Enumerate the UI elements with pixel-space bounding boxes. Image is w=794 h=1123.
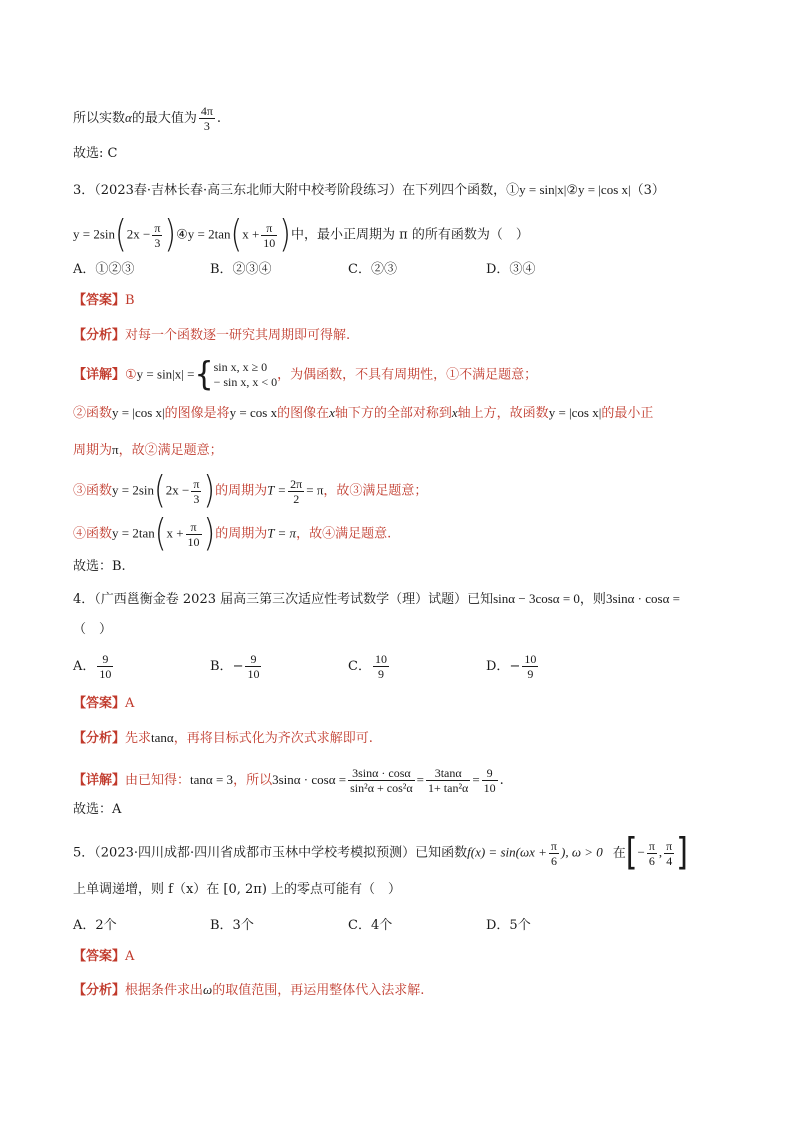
bracket: [ <box>625 830 638 875</box>
q5-option-d: D．5个 <box>486 918 531 933</box>
option-label: D． <box>486 659 510 674</box>
fraction <box>482 766 498 795</box>
denominator: 4 <box>666 853 673 868</box>
text: 所以实数 <box>73 111 126 126</box>
q5-answer <box>73 947 134 967</box>
denominator: 3 <box>203 119 210 133</box>
equals-sign: = <box>416 772 425 787</box>
q5-option-c: C．4个 <box>348 918 393 933</box>
q3-detail-2 <box>73 403 653 424</box>
text: 先求 <box>125 731 152 746</box>
q4-detail <box>73 766 504 795</box>
option-sign: − <box>232 659 244 674</box>
q3-detail-1 <box>73 355 538 394</box>
denominator: 3 <box>193 491 200 506</box>
formula: y = sin|x| = <box>136 366 195 382</box>
option-label: A． <box>73 659 96 674</box>
formula: x <box>329 405 335 420</box>
equals-sign: = <box>472 772 480 787</box>
numerator: 9 <box>97 652 113 667</box>
formula: f(x) = sin(ωx + <box>467 844 547 860</box>
text: 的最小正 <box>601 406 654 421</box>
text: ，故③满足题意； <box>323 483 428 499</box>
text: 根据条件求出 <box>125 983 204 998</box>
answer-value: A <box>125 696 135 711</box>
answer-value: B <box>125 293 135 308</box>
formula: y = |cos x| <box>578 182 631 197</box>
numerator: π <box>550 838 557 853</box>
text: 中，最小正周期为 π 的所有函数为（ ） <box>291 227 529 243</box>
q4-option-a <box>73 652 115 681</box>
denominator: 9 <box>527 667 534 681</box>
q4-analysis <box>73 728 373 749</box>
alpha-symbol: α <box>125 110 132 125</box>
fraction <box>97 652 113 681</box>
text: ② <box>566 183 578 198</box>
comma: , <box>658 844 663 860</box>
paren: ( <box>154 511 167 556</box>
text: 故选：B. <box>73 559 126 574</box>
text: ，故②满足题意； <box>118 443 223 458</box>
detail-tag: 【详解】 <box>73 367 126 383</box>
q3-option-c: C．②③ <box>348 262 397 277</box>
analysis-tag: 【分析】 <box>73 731 126 746</box>
denominator: 10 <box>187 534 200 549</box>
option-label: C． <box>348 659 371 674</box>
numerator: 3sinα · cosα <box>348 766 415 781</box>
formula: 3sinα · cosα = <box>272 772 347 787</box>
q4-stem-line1 <box>73 589 680 610</box>
paren: ( <box>154 468 166 513</box>
fraction <box>245 652 261 681</box>
text: 的周期为 <box>215 483 268 499</box>
text: ，再将目标式化为齐次式求解即可. <box>173 731 373 746</box>
q3-answer <box>73 291 135 311</box>
denominator: 2 <box>293 491 300 506</box>
fraction <box>348 766 415 795</box>
q4-stem-line2 <box>73 620 112 640</box>
analysis-tag: 【分析】 <box>73 983 126 998</box>
formula: y = |cos x| <box>548 405 602 420</box>
paren: ) <box>203 468 216 513</box>
text: 3．（2023春·吉林长春·高三东北师大附中校考阶段练习）在下列四个函数，① <box>73 183 520 198</box>
text: ① <box>125 367 137 383</box>
text: 轴上方，故函数 <box>457 406 549 421</box>
formula: tanα <box>151 730 174 745</box>
answer-value: A <box>125 949 135 964</box>
q3-option-a: A．①②③ <box>73 262 135 277</box>
text: 4．（广西邕衡金卷 2023 届高三第三次适应性考试数学（理）试题）已知 <box>73 592 494 607</box>
numerator: π <box>648 838 655 853</box>
formula: sinα − 3cosα = 0 <box>493 591 580 606</box>
formula: π <box>112 442 119 457</box>
answer-tag: 【答案】 <box>73 696 126 711</box>
case-2: − sin x, x < 0 <box>213 375 278 389</box>
fraction <box>261 221 277 250</box>
formula: = π <box>306 482 324 498</box>
text: 的周期为 <box>215 526 268 542</box>
formula: x + <box>166 525 184 541</box>
denominator: 10 <box>263 235 276 250</box>
q5-analysis <box>73 980 424 1001</box>
paren: ) <box>203 511 216 556</box>
answer-tag: 【答案】 <box>73 293 126 308</box>
cases <box>214 360 278 390</box>
q3-detail-2b <box>73 440 223 461</box>
text: ③函数 <box>73 483 113 499</box>
fraction <box>191 477 201 506</box>
text: （ ） <box>73 622 113 637</box>
numerator: 9 <box>245 652 261 667</box>
formula: 2x − <box>126 226 151 242</box>
text: ④函数 <box>73 526 113 542</box>
q5-stem-line2 <box>73 880 401 900</box>
q5-option-b: B．3个 <box>210 918 254 933</box>
answer-tag: 【答案】 <box>73 949 126 964</box>
q3-pick <box>73 557 126 577</box>
q5-stem-line1 <box>73 830 688 875</box>
text: ②函数 <box>73 406 113 421</box>
fraction <box>373 652 389 681</box>
numerator: 4π <box>200 104 213 118</box>
formula: y = |cos x| <box>112 405 165 420</box>
text: ，所以 <box>233 773 273 788</box>
text: ④ <box>176 227 188 243</box>
numerator: π <box>154 220 161 235</box>
text: 的取值范围，再运用整体代入法求解. <box>212 983 425 998</box>
numerator: π <box>261 221 277 236</box>
option-sign: − <box>509 659 521 674</box>
q3-analysis <box>73 326 350 346</box>
formula: y = 2sin <box>112 482 155 498</box>
text: ，为偶函数，不具有周期性，①不满足题意； <box>277 367 538 383</box>
fraction <box>426 766 470 795</box>
text: 的图像在 <box>277 406 330 421</box>
denominator: 1+ tan²α <box>428 781 469 795</box>
paren: ) <box>164 212 177 257</box>
formula: y = cos x <box>229 405 278 420</box>
numerator: π <box>186 520 202 535</box>
denominator: sin²α + cos²α <box>350 781 413 795</box>
paren: ( <box>115 212 127 257</box>
analysis-text: 对每一个函数逐一研究其周期即可得解. <box>125 328 351 343</box>
q3-stem-line1 <box>73 180 665 201</box>
denominator: 10 <box>247 667 260 681</box>
q4-pick <box>73 800 121 820</box>
fraction <box>186 520 202 549</box>
denominator: 10 <box>483 781 496 795</box>
brace: { <box>194 355 214 394</box>
text: ，故④满足题意. <box>296 526 392 542</box>
numerator: 10 <box>374 652 387 666</box>
q3-stem-line2 <box>73 212 529 257</box>
numerator: π <box>193 476 200 491</box>
text: . <box>216 111 222 126</box>
numerator: 9 <box>482 766 498 781</box>
denominator: 6 <box>648 853 655 868</box>
q3-detail-3 <box>73 468 428 513</box>
formula: T = π <box>267 525 297 541</box>
formula: T = <box>267 482 287 498</box>
omega-symbol: ω <box>203 982 213 997</box>
text: 故选：A <box>73 802 122 817</box>
formula: x <box>451 405 458 420</box>
fraction <box>288 477 304 506</box>
formula: 3sinα · cosα = <box>605 591 680 606</box>
formula: x + <box>242 226 260 242</box>
text: . <box>499 773 504 788</box>
formula: y = 2tan <box>187 226 231 242</box>
denominator: 6 <box>550 853 557 868</box>
q4-option-c <box>348 652 391 681</box>
text: 周期为 <box>73 443 113 458</box>
q3-option-d: D．③④ <box>486 262 536 277</box>
q3-detail-4 <box>73 511 392 556</box>
numerator: 10 <box>524 652 537 666</box>
text: 5．（2023·四川成都·四川省成都市玉林中学校考模拟预测）已知函数 <box>73 845 468 861</box>
text: 的最大值为 <box>131 111 197 126</box>
denominator: 3 <box>154 235 161 250</box>
q3-option-b: B．②③④ <box>210 262 272 277</box>
paren: ( <box>230 212 243 257</box>
detail-tag: 【详解】 <box>73 773 126 788</box>
text: 由已知得： <box>125 773 191 788</box>
minus-sign: − <box>637 844 645 860</box>
choice-line <box>73 144 117 164</box>
q4-option-d <box>486 652 540 681</box>
q4-answer <box>73 694 134 714</box>
text: 上单调递增，则 f（x）在 [0, 2π) 上的零点可能有（ ） <box>73 882 402 897</box>
text: 故选: C <box>73 146 118 161</box>
text: 轴下方的全部对称到 <box>334 406 452 421</box>
fraction <box>199 104 215 133</box>
formula: 2x − <box>165 482 190 498</box>
denominator: 10 <box>99 667 112 681</box>
fraction <box>647 839 657 868</box>
fraction <box>549 839 559 868</box>
bracket: ] <box>676 830 688 875</box>
formula: y = 2sin <box>73 226 116 242</box>
paren: ) <box>279 212 292 257</box>
case-1: sin x, x ≥ 0 <box>213 360 268 374</box>
numerator: π <box>666 838 673 853</box>
q4-option-b <box>210 652 263 681</box>
fraction <box>664 839 674 868</box>
numerator: 2π <box>290 476 303 491</box>
option-label: B． <box>210 659 233 674</box>
analysis-tag: 【分析】 <box>73 328 126 343</box>
q5-option-a: A．2个 <box>73 918 117 933</box>
fraction <box>522 652 538 681</box>
text: ，则 <box>579 592 606 607</box>
text: （3） <box>630 183 665 198</box>
formula: tanα = 3 <box>190 772 234 787</box>
formula: y = sin|x| <box>519 182 567 197</box>
denominator: 9 <box>377 667 384 681</box>
conclusion-line <box>73 104 221 133</box>
formula: y = 2tan <box>112 525 155 541</box>
numerator: 3tanα <box>426 766 470 781</box>
text: 的图像是将 <box>164 406 230 421</box>
formula: ), ω > 0 <box>560 844 603 860</box>
text: 在 <box>612 845 626 861</box>
fraction <box>152 221 162 250</box>
